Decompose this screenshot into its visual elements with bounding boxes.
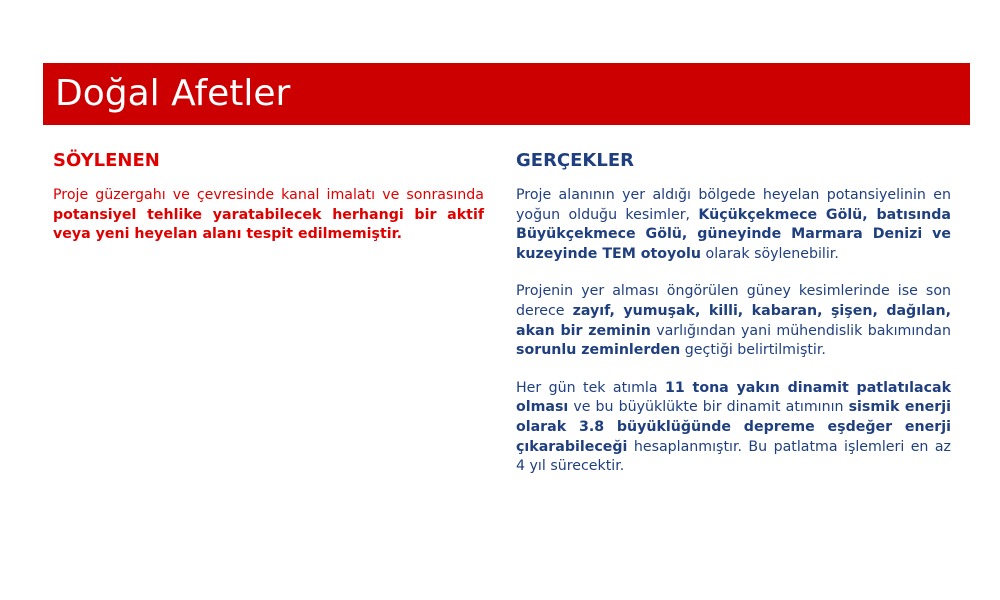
facts-paragraph-2 [516,282,951,360]
facts-p3-emphasis-2: sismik enerji olarak 3.8 büyüklüğünde depreme eşdeğer enerji çıkarabileceği [516,399,951,455]
title-banner [43,63,970,125]
claims-emphasis: potansiyel tehlike yaratabilecek herhangi bir aktif veya yeni heyelan alanı tespit edilmemiştir. [53,206,484,243]
facts-p1-text-1: Proje alanının yer aldığı bölgede heyelan potansiyelinin en yoğun olduğu kesimler, [516,187,951,223]
facts-p1-text-2: olarak söylenebilir. [701,245,839,262]
facts-p1-emphasis: Küçükçekmece Gölü, batısında Büyükçekmece Gölü, güneyinde Marmara Denizi ve kuzeyinde TEM otoyolu [516,206,951,262]
facts-paragraph-3 [516,379,951,477]
claims-text: Proje güzergahı ve çevresinde kanal imalatı ve sonrasında [53,187,484,203]
facts-p2-emphasis-2: sorunlu zeminlerden [516,342,681,359]
facts-p3-text-1: Her gün tek atımla [516,379,665,396]
claims-heading: SÖYLENEN [53,150,160,171]
facts-p2-text-2: varlığından yani mühendislik bakımından [650,322,951,339]
facts-p2-text-3: geçtiği belirtilmiştir. [680,342,826,359]
facts-heading: GERÇEKLER [516,150,635,171]
claims-column [53,150,484,245]
facts-p2-emphasis-1: zayıf, yumuşak, killi, kabaran, şişen, dağılan, akan bir zeminin [516,302,951,339]
facts-column [516,150,951,477]
claims-paragraph [53,186,484,245]
facts-paragraph-1 [516,186,951,264]
page-title: Doğal Afetler [55,73,291,114]
facts-p3-text-3: hesaplanmıştır. Bu patlatma işlemleri en az 4 yıl sürecektir. [516,438,951,475]
facts-p3-emphasis-1: 11 tona yakın dinamit patlatılacak olması [516,379,952,416]
facts-p2-text-1: Projenin yer alması öngörülen güney kesimlerinde ise son derece [516,283,951,319]
facts-p3-text-2: ve bu büyüklükte bir dinamit atımının [568,399,849,416]
